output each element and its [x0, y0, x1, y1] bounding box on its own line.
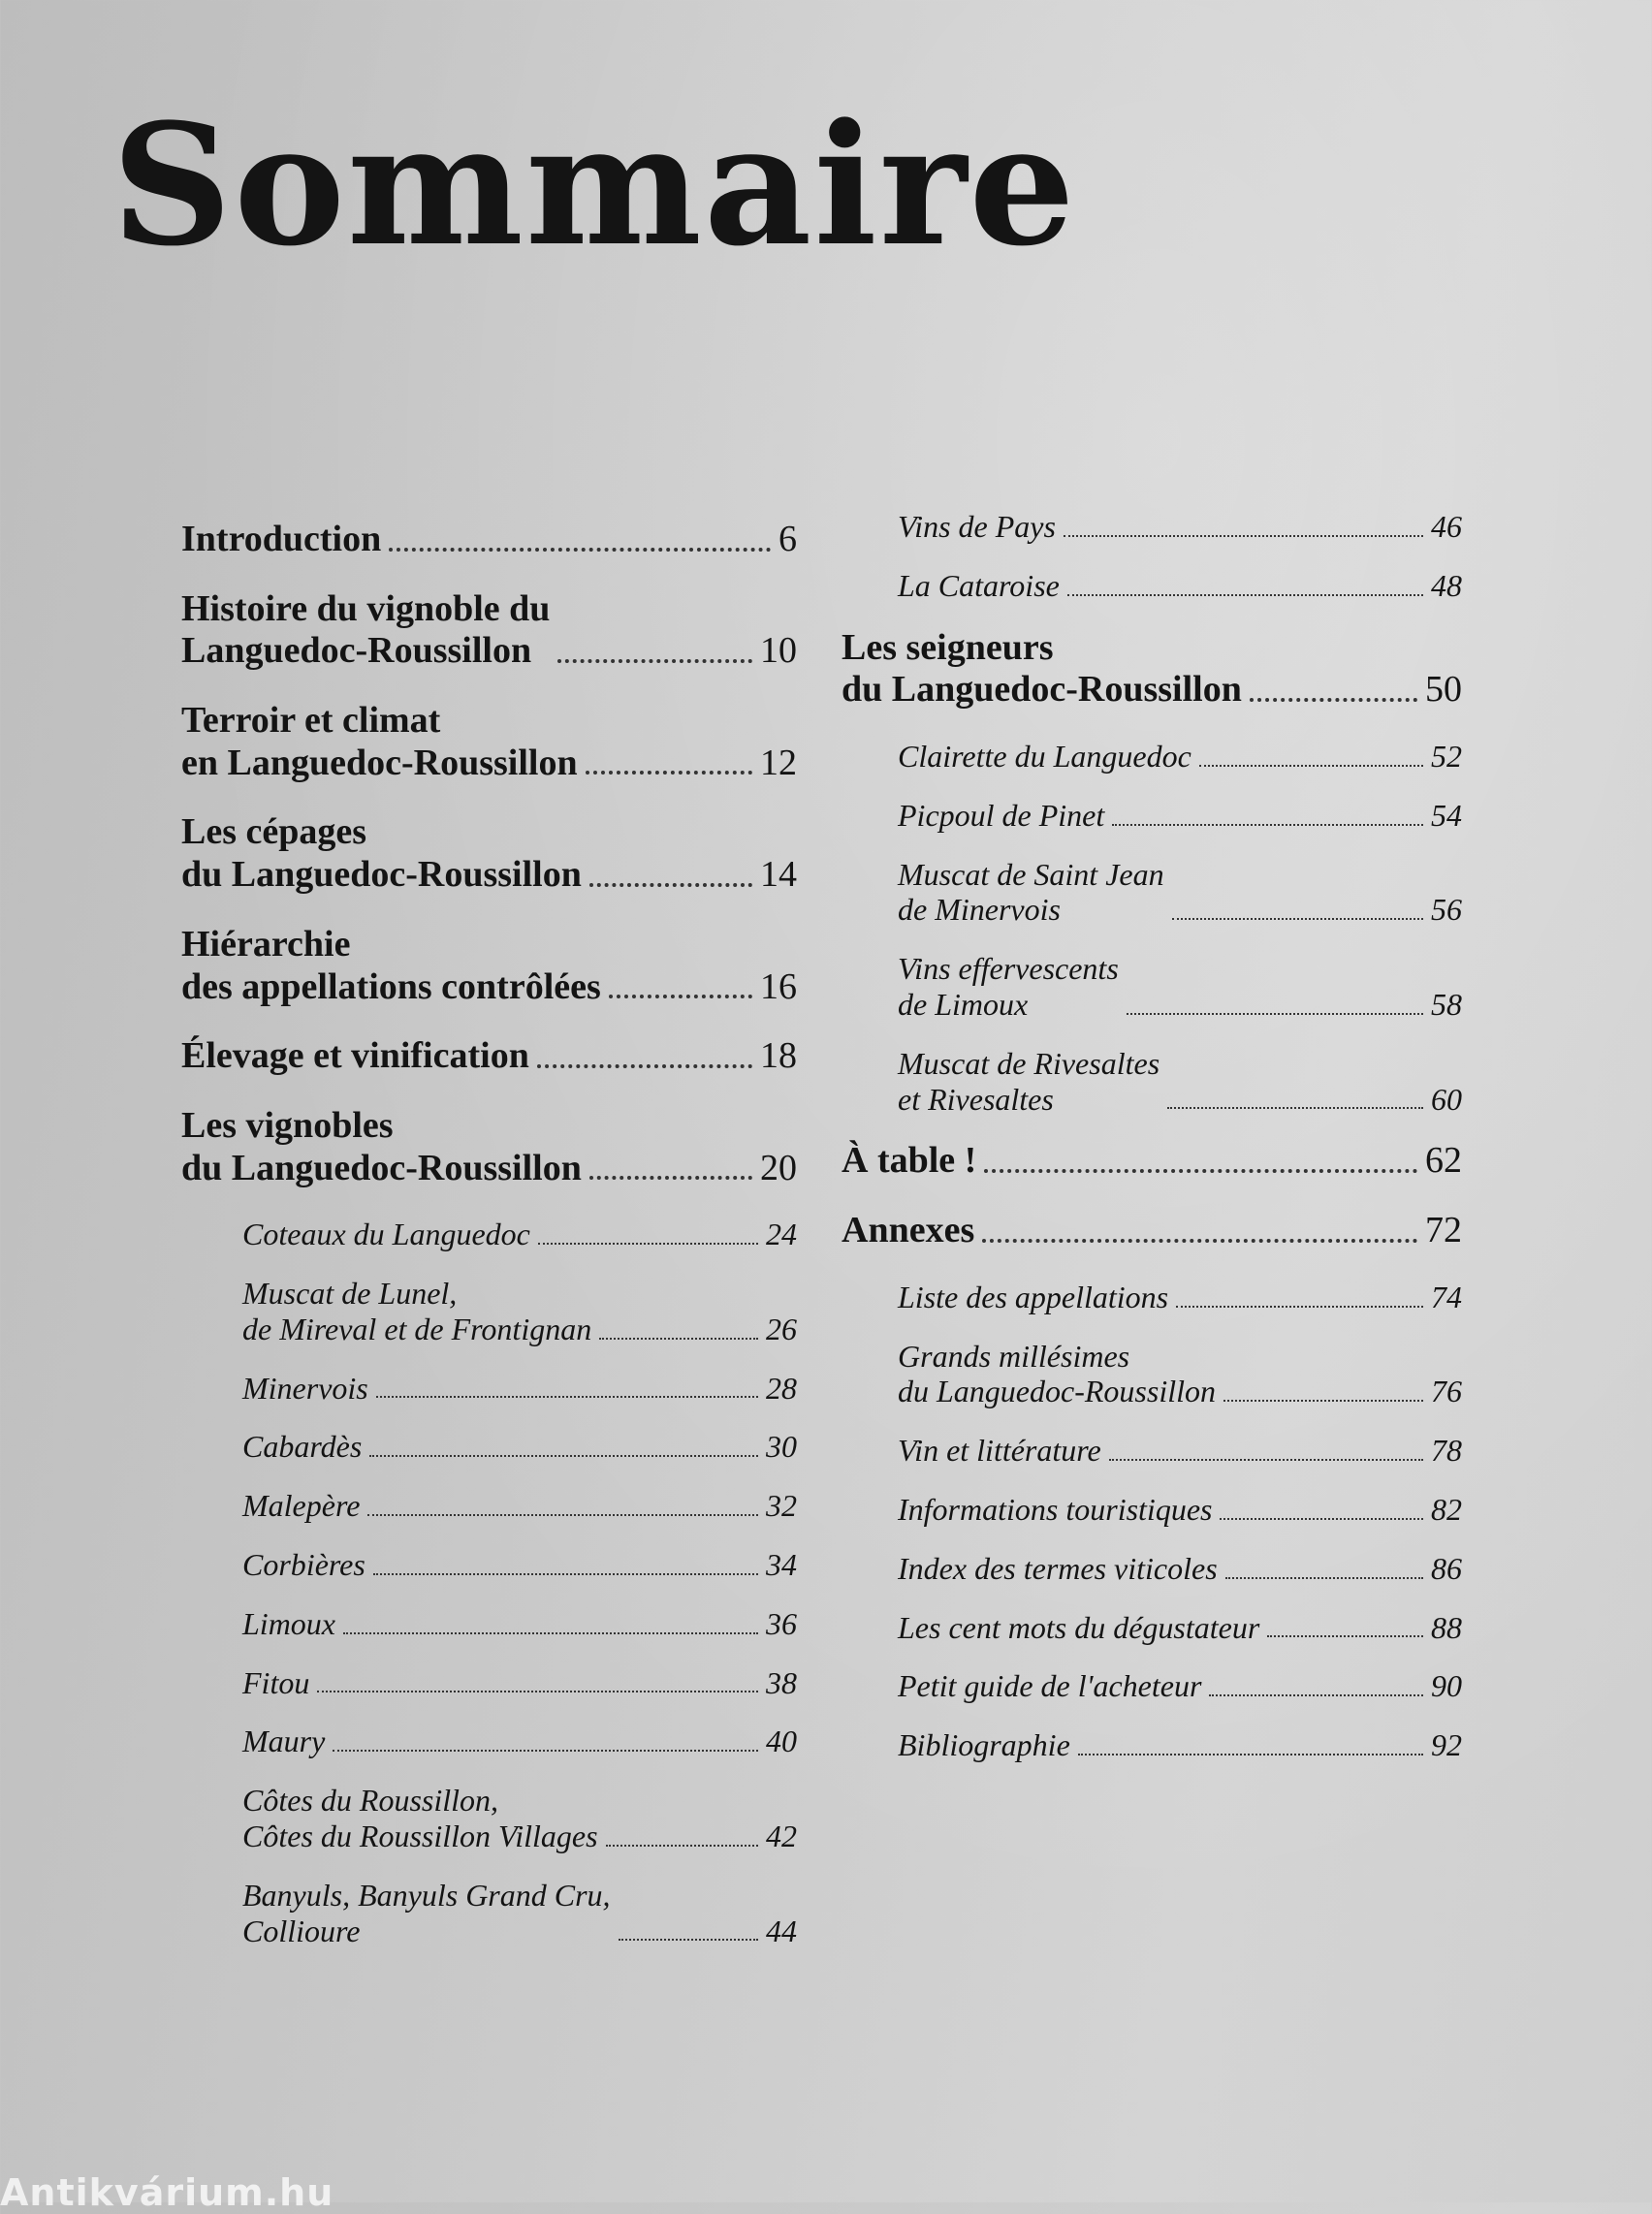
- toc-entry-title: Muscat de Lunel, de Mireval et de Frontignan: [242, 1276, 592, 1346]
- toc-entry: [242, 1488, 797, 1524]
- toc-entry: [898, 1551, 1462, 1587]
- toc-entry: [242, 1276, 797, 1347]
- toc-right-column: [842, 509, 1462, 1787]
- dot-leader: [1225, 1577, 1423, 1579]
- toc-entry-page: 44: [766, 1913, 797, 1948]
- toc-entry-title: Petit guide de l'acheteur: [898, 1668, 1202, 1704]
- toc-entry-title: Informations touristiques: [898, 1491, 1213, 1527]
- dot-leader: [389, 548, 771, 552]
- toc-entry-page: 76: [1431, 1374, 1462, 1409]
- toc-entry: [898, 568, 1462, 604]
- dot-leader: [333, 1750, 758, 1752]
- toc-entry: [898, 951, 1462, 1023]
- dot-leader: [1223, 1400, 1423, 1402]
- toc-entry: [242, 1547, 797, 1583]
- toc-entry-title: Élevage et vinification: [181, 1035, 529, 1077]
- dot-leader: [609, 995, 752, 998]
- dot-leader: [1176, 1306, 1423, 1308]
- toc-entry-page: 10: [760, 630, 797, 672]
- dot-leader: [1209, 1694, 1423, 1696]
- page-title: Sommaire: [111, 86, 1077, 283]
- dot-leader: [1250, 698, 1417, 702]
- dot-leader: [1220, 1518, 1423, 1520]
- dot-leader: [538, 1243, 758, 1245]
- toc-entry-page: 48: [1431, 567, 1462, 603]
- toc-entry-title: Hiérarchie des appellations contrôlées: [181, 923, 601, 1007]
- toc-entry: [898, 1492, 1462, 1528]
- dot-leader: [1167, 1107, 1423, 1109]
- toc-entry-title: Index des termes viticoles: [898, 1550, 1218, 1586]
- toc-entry-title: Bibliographie: [898, 1727, 1070, 1763]
- toc-entry-title: Les seigneurs du Languedoc-Roussillon: [842, 626, 1242, 711]
- dot-leader: [599, 1338, 758, 1340]
- toc-entry-title: La Cataroise: [898, 567, 1060, 603]
- toc-entry: [898, 857, 1462, 929]
- toc-entry-title: Grands millésimes du Languedoc-Roussillon: [898, 1338, 1216, 1409]
- toc-entry: [242, 1429, 797, 1465]
- dot-leader: [1112, 824, 1423, 826]
- toc-entry: [842, 627, 1462, 712]
- toc-entry-title: Clairette du Languedoc: [898, 738, 1191, 774]
- toc-entry-page: 42: [766, 1819, 797, 1854]
- dot-leader: [1127, 1013, 1423, 1015]
- dot-leader: [589, 1176, 752, 1180]
- toc-entry-page: 24: [766, 1217, 797, 1252]
- toc-entry: [898, 1280, 1462, 1315]
- toc-entry-title: Malepère: [242, 1488, 361, 1524]
- toc-entry-page: 56: [1431, 892, 1462, 928]
- toc-entry-page: 6: [778, 519, 797, 559]
- toc-entry-page: 54: [1431, 797, 1462, 833]
- toc-entry-page: 18: [760, 1035, 797, 1077]
- toc-entry-page: 72: [1425, 1210, 1462, 1251]
- dot-leader: [1267, 1635, 1423, 1637]
- toc-entry-page: 62: [1425, 1140, 1462, 1182]
- dot-leader: [343, 1632, 758, 1634]
- toc-entry-page: 92: [1431, 1727, 1462, 1763]
- dot-leader: [984, 1169, 1417, 1173]
- toc-entry: [181, 519, 797, 561]
- toc-entry-title: Maury: [242, 1724, 326, 1759]
- toc-entry: [898, 739, 1462, 775]
- toc-entry: [242, 1724, 797, 1759]
- dot-leader: [1067, 594, 1423, 596]
- toc-entry-title: Histoire du vignoble du Languedoc-Roussillon: [181, 587, 551, 672]
- toc-entry: [242, 1371, 797, 1407]
- toc-entry: [181, 1035, 797, 1078]
- toc-entry-title: Cabardès: [242, 1429, 363, 1465]
- toc-entry-page: 50: [1425, 669, 1462, 711]
- toc-entry: [242, 1606, 797, 1642]
- dot-leader: [586, 771, 752, 775]
- toc-entry-title: Limoux: [242, 1605, 335, 1641]
- toc-entry-page: 58: [1431, 986, 1462, 1022]
- dot-leader: [317, 1691, 758, 1692]
- toc-entry-page: 78: [1431, 1433, 1462, 1469]
- dot-leader: [369, 1455, 758, 1457]
- toc-entry-page: 32: [766, 1488, 797, 1524]
- toc-entry-page: 82: [1431, 1491, 1462, 1527]
- dot-leader: [589, 883, 752, 887]
- toc-entry: [898, 1433, 1462, 1469]
- toc-entry-title: Vins effervescents de Limoux: [898, 951, 1119, 1022]
- toc-entry-title: À table !: [842, 1140, 977, 1182]
- toc-entry: [842, 1140, 1462, 1183]
- toc-entry: [181, 924, 797, 1008]
- toc-entry-page: 86: [1431, 1550, 1462, 1586]
- dot-leader: [982, 1239, 1417, 1243]
- dot-leader: [1064, 535, 1423, 537]
- toc-entry: [898, 509, 1462, 545]
- dot-leader: [376, 1396, 758, 1398]
- toc-entry-page: 30: [766, 1429, 797, 1465]
- watermark-text: Antikvárium.hu: [0, 2171, 334, 2214]
- dot-leader: [1199, 765, 1423, 767]
- toc-entry-page: 74: [1431, 1279, 1462, 1314]
- dot-leader: [1109, 1459, 1423, 1461]
- toc-entry: [898, 1339, 1462, 1410]
- toc-entry-page: 16: [760, 965, 797, 1007]
- toc-entry-page: 40: [766, 1724, 797, 1759]
- toc-entry-page: 20: [760, 1147, 797, 1188]
- toc-entry-title: Corbières: [242, 1547, 365, 1583]
- dot-leader: [619, 1939, 758, 1941]
- toc-entry-page: 12: [760, 742, 797, 783]
- toc-entry-title: Muscat de Rivesaltes et Rivesaltes: [898, 1045, 1160, 1117]
- toc-entry: [842, 1210, 1462, 1252]
- toc-entry: [242, 1878, 797, 1949]
- toc-entry-page: 46: [1431, 509, 1462, 544]
- toc-entry: [898, 1046, 1462, 1118]
- toc-entry: [242, 1665, 797, 1701]
- toc-entry-title: Fitou: [242, 1664, 310, 1700]
- toc-entry-page: 38: [766, 1664, 797, 1700]
- toc-entry-title: Muscat de Saint Jean de Minervois: [898, 856, 1164, 928]
- toc-entry-page: 90: [1431, 1668, 1462, 1704]
- toc-entry: [181, 1105, 797, 1189]
- toc-entry: [181, 700, 797, 784]
- toc-entry-title: Côtes du Roussillon, Côtes du Roussillon Villages: [242, 1783, 598, 1854]
- dot-leader: [606, 1845, 758, 1847]
- toc-entry-title: Introduction: [181, 519, 382, 559]
- toc-entry: [898, 1668, 1462, 1704]
- toc-entry: [242, 1783, 797, 1854]
- toc-entry: [181, 588, 797, 673]
- toc-entry-page: 14: [760, 854, 797, 896]
- toc-entry: [181, 811, 797, 896]
- toc-entry-title: Vin et littérature: [898, 1433, 1101, 1469]
- toc-entry-title: Picpoul de Pinet: [898, 797, 1105, 833]
- toc-entry-page: 26: [766, 1311, 797, 1346]
- toc-entry-title: Banyuls, Banyuls Grand Cru, Collioure: [242, 1877, 611, 1948]
- toc-left-column: [181, 519, 797, 1972]
- toc-entry-title: Les vignobles du Languedoc-Roussillon: [181, 1104, 582, 1188]
- toc-entry-title: Les cépages du Languedoc-Roussillon: [181, 811, 582, 896]
- dot-leader: [373, 1573, 758, 1575]
- toc-entry-page: 52: [1431, 738, 1462, 774]
- toc-entry-title: Liste des appellations: [898, 1279, 1169, 1314]
- dot-leader: [557, 659, 752, 663]
- toc-entry-page: 60: [1431, 1081, 1462, 1117]
- toc-entry-title: Annexes: [842, 1210, 975, 1251]
- toc-entry-page: 28: [766, 1370, 797, 1406]
- toc-entry-title: Terroir et climat en Languedoc-Roussillon: [181, 700, 578, 783]
- toc-entry-page: 88: [1431, 1609, 1462, 1645]
- toc-entry: [898, 798, 1462, 834]
- toc-entry: [898, 1727, 1462, 1763]
- toc-entry-title: Les cent mots du dégustateur: [898, 1609, 1260, 1645]
- dot-leader: [1078, 1754, 1423, 1755]
- toc-entry: [898, 1610, 1462, 1646]
- toc-entry-title: Vins de Pays: [898, 509, 1056, 544]
- toc-entry-title: Coteaux du Languedoc: [242, 1217, 530, 1252]
- dot-leader: [1172, 918, 1423, 920]
- toc-entry-title: Minervois: [242, 1370, 368, 1406]
- toc-entry: [242, 1217, 797, 1252]
- dot-leader: [367, 1514, 758, 1516]
- toc-entry-page: 36: [766, 1605, 797, 1641]
- dot-leader: [537, 1064, 752, 1068]
- toc-entry-page: 34: [766, 1547, 797, 1583]
